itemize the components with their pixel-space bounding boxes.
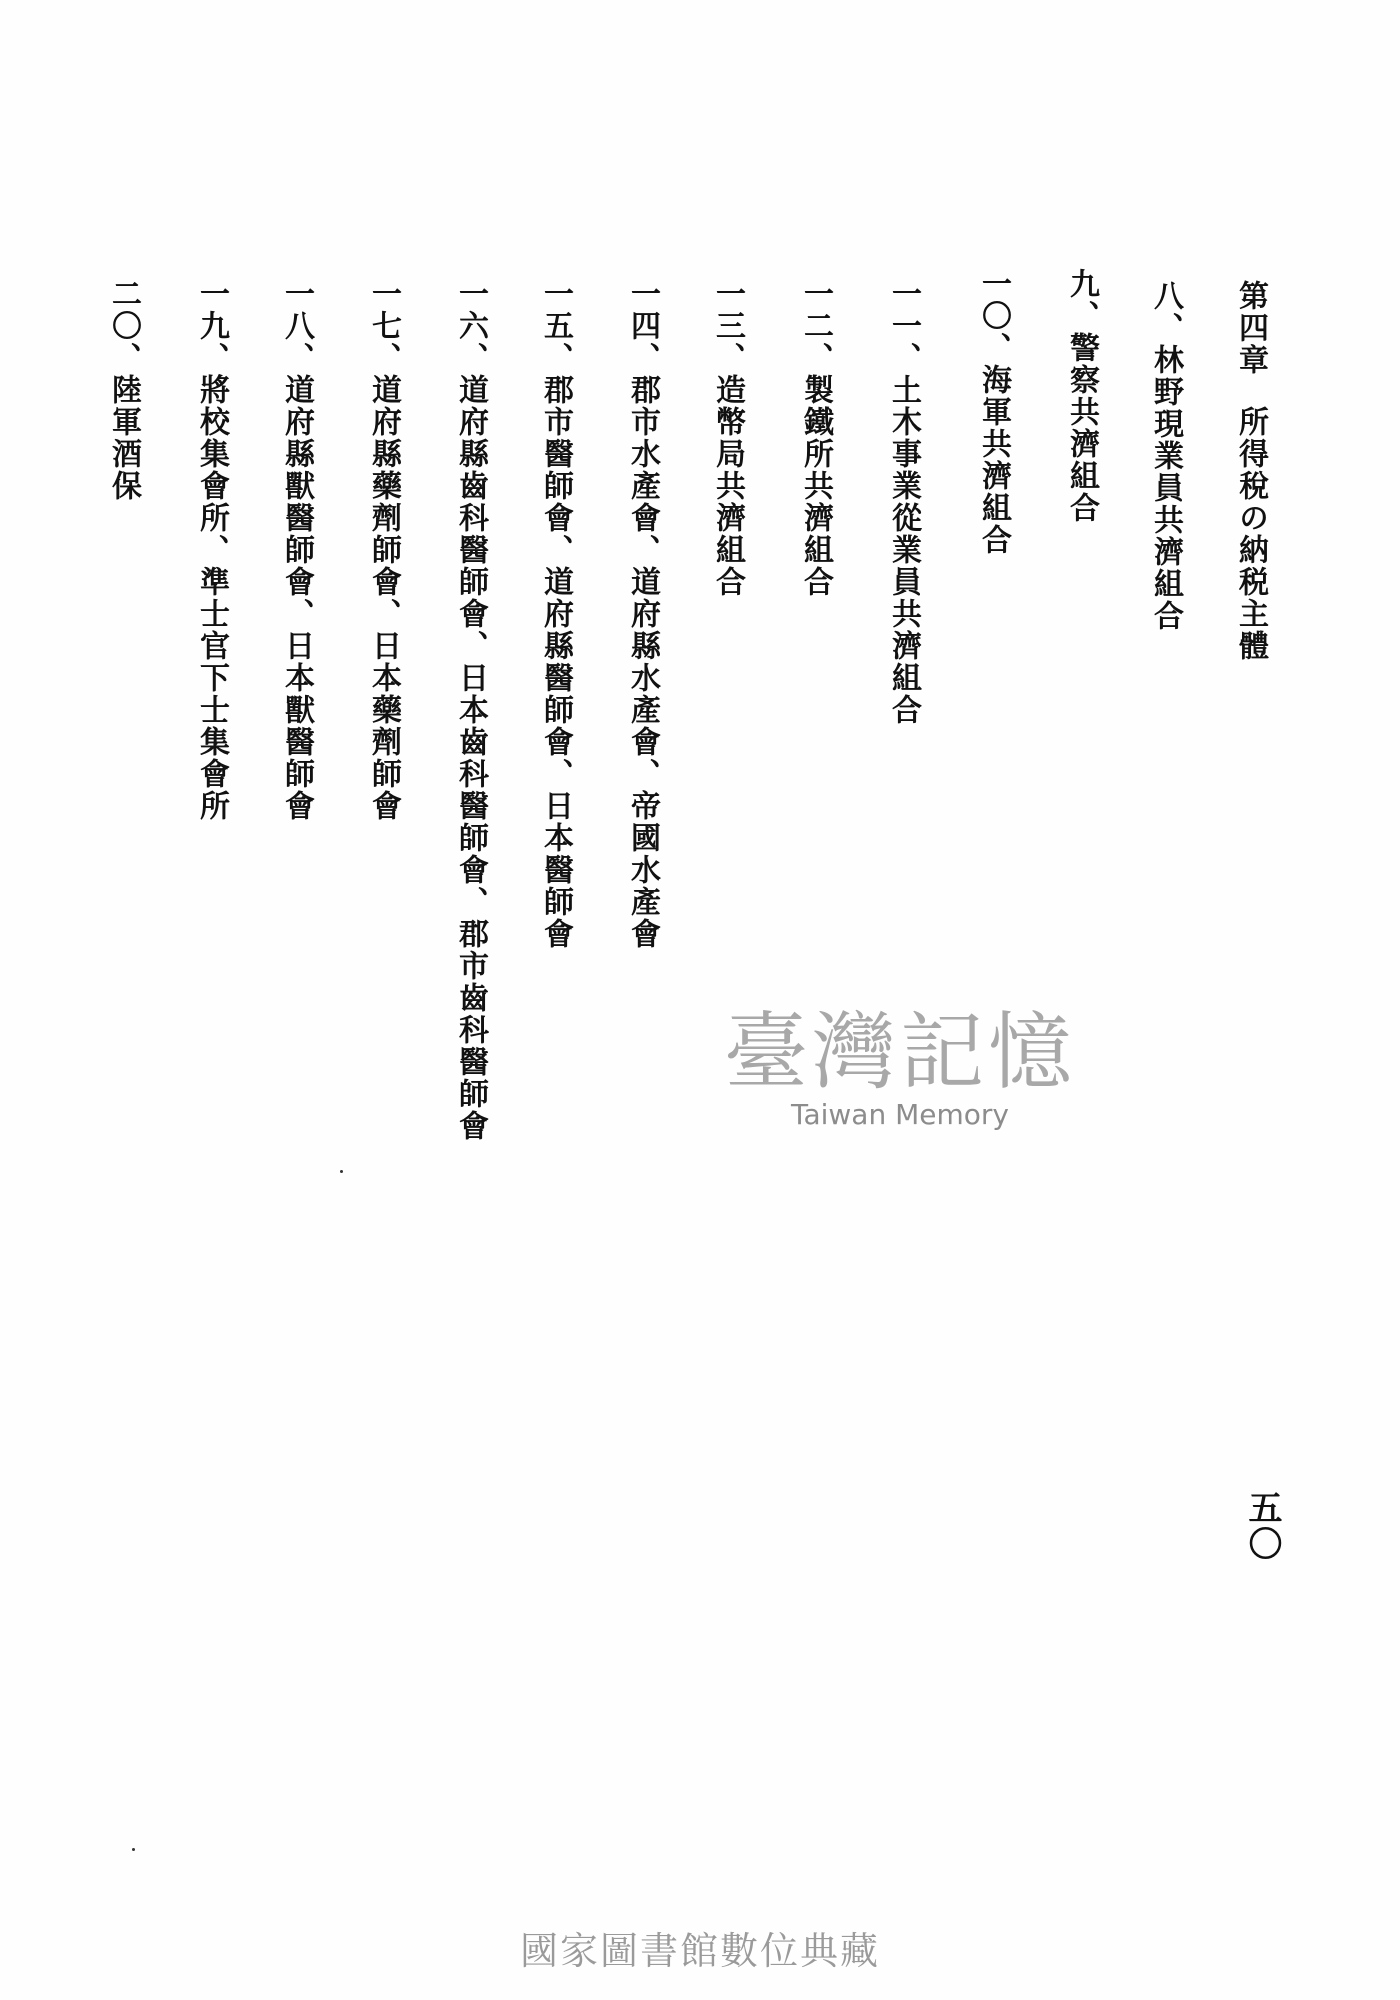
entry-text: 土木事業從業員共濟組合 (886, 374, 921, 726)
entry-number: 一八、 (279, 278, 314, 374)
entry-11 (886, 278, 921, 726)
page-number: 五〇 (1242, 1490, 1282, 1562)
entry-text: 將校集會所、準士官下士集會所 (194, 374, 229, 822)
entry-13 (710, 278, 745, 598)
entry-text: 海軍共濟組合 (976, 364, 1011, 556)
entry-12 (798, 278, 833, 598)
entry-17 (366, 278, 401, 822)
entry-text: 郡市水產會、道府縣水產會、帝國水產會 (625, 374, 660, 950)
entry-15 (538, 278, 573, 950)
entry-text: 製鐵所共濟組合 (798, 374, 833, 598)
footer-collection-label: 國家圖書館數位典藏 (519, 1929, 880, 1973)
entry-number: 一三、 (710, 278, 745, 374)
watermark-subtitle: Taiwan Memory (791, 1098, 1009, 1131)
entry-text: 林野現業員共濟組合 (1148, 344, 1183, 632)
entry-number: 九、 (1064, 268, 1099, 332)
scan-speck (132, 1848, 135, 1851)
entry-14 (625, 278, 660, 950)
entry-10 (976, 268, 1011, 556)
chapter-header (1233, 280, 1268, 662)
entry-number: 一五、 (538, 278, 573, 374)
entry-text: 郡市醫師會、道府縣醫師會、日本醫師會 (538, 374, 573, 950)
entry-text: 道府縣獸醫師會、日本獸醫師會 (279, 374, 314, 822)
entry-number: 一七、 (366, 278, 401, 374)
entry-number: 一一、 (886, 278, 921, 374)
entry-number: 八、 (1148, 280, 1183, 344)
entry-number: 一〇、 (976, 268, 1011, 364)
entry-18 (279, 278, 314, 822)
scan-speck (340, 1170, 343, 1173)
entry-8 (1148, 280, 1183, 632)
watermark-title: 臺灣記憶 (723, 1003, 1076, 1101)
entry-number: 一九、 (194, 278, 229, 374)
entry-number: 二〇、 (106, 278, 141, 374)
chapter-title: 所得稅の納税主體 (1233, 406, 1268, 662)
entry-20 (106, 278, 141, 502)
watermark (690, 1003, 1110, 1160)
entry-text: 道府縣齒科醫師會、日本齒科醫師會、郡市齒科醫師會 (453, 374, 488, 1142)
entry-number: 一二、 (798, 278, 833, 374)
entry-text: 陸軍酒保 (106, 374, 141, 502)
entry-number: 一六、 (453, 278, 488, 374)
entry-19 (194, 278, 229, 822)
entry-text: 道府縣藥劑師會、日本藥劑師會 (366, 374, 401, 822)
entry-number: 一四、 (625, 278, 660, 374)
entry-text: 警察共濟組合 (1064, 332, 1099, 524)
entry-text: 造幣局共濟組合 (710, 374, 745, 598)
entry-9 (1064, 268, 1099, 524)
entry-16 (453, 278, 488, 1142)
chapter-number: 第四章 (1233, 280, 1268, 376)
